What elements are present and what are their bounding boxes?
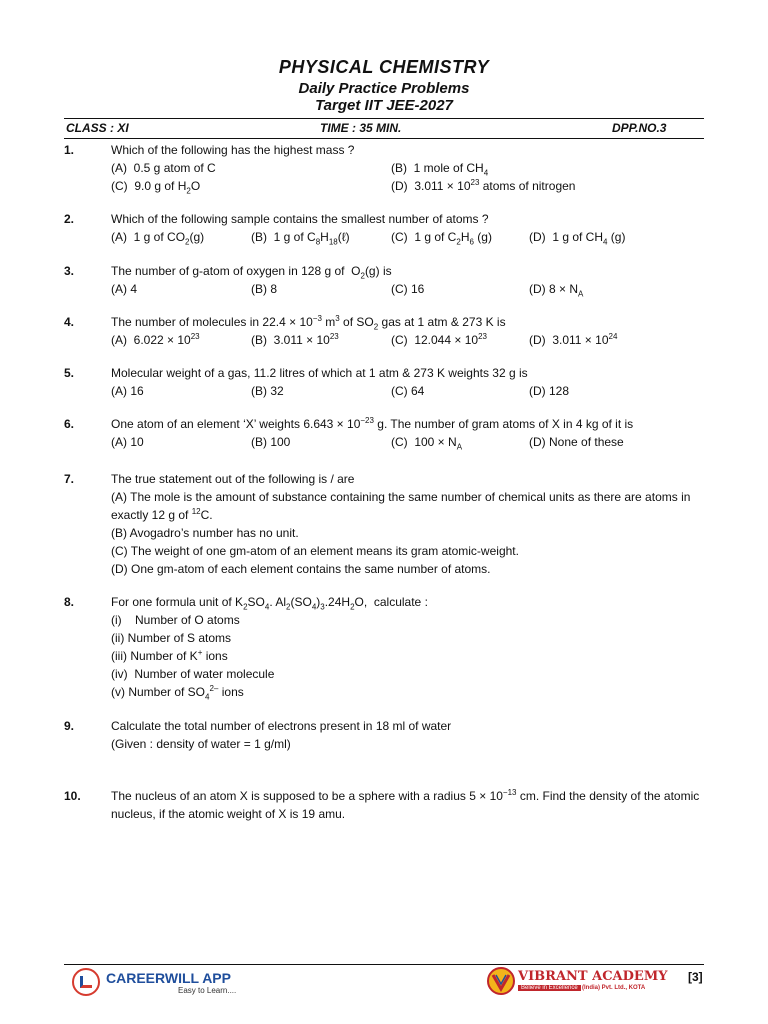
option-a: (A) 1 g of $CO_2(g)$ [111,230,205,247]
question-text: One atom of an element ‘X’ weights $6.643 \times 10^{-23}$ g. The number of gram atoms of X in 4 kg of it is [111,416,634,431]
option-c: (C) 64 [391,384,425,398]
question-text: The number of g-atom of oxygen in 128 g of $O_2(g)$ is [111,264,392,281]
subpart-v: (v) Number of $SO_4^{2-}$ ions [111,684,244,702]
statement-a: (A) The mole is the amount of substance containing the same number of chemical units as there are atoms in exactly 12 g of $^{12}$C. [111,490,691,522]
vibrant-academy-brand: VIBRANT ACADEMY [518,969,668,984]
question-number: 3. [64,264,75,278]
question-number: 5. [64,366,75,380]
careerwill-tagline: Easy to Learn.... [178,986,237,995]
option-a: (A) 0.5 g atom of C [111,161,216,175]
careerwill-brand: CAREERWILL APP [106,970,231,986]
subpart-iv: (iv) Number of water molecule [111,667,275,681]
option-d: (D) None of these [529,435,624,449]
option-d: (D) $8 \times N_A$ [529,282,584,299]
question-number: 6. [64,417,75,431]
statement-c: (C) The weight of one gm-atom of an element means its gram atomic-weight. [111,544,519,558]
question-text: The number of molecules in $22.4 \times 10^{-3}$ $m^3$ of $SO_2$ gas at 1 atm & 273 K is [111,314,506,332]
question-text: Which of the following sample contains the smallest number of atoms ? [111,212,489,226]
question-text: For one formula unit of $K_2SO_4$. $Al_2(SO_4)_3.24H_2O$, calculate : [111,595,428,612]
option-c: (C) 9.0 g of $H_2O$ [111,179,201,196]
subpart-iii: (iii) Number of K+ ions [111,648,228,663]
question-text: Calculate the total number of electrons present in 18 ml of water [111,719,452,733]
vibrant-academy-logo-icon [486,966,516,996]
subpart-ii: (ii) Number of S atoms [111,631,232,645]
careerwill-logo-icon [72,968,100,996]
option-c: (C) 1 g of $C_2H_6$ (g) [391,230,492,247]
question-text: Which of the following has the highest mass ? [111,143,355,157]
option-b: (B) 1 g of $C_8H_{18}(\ell)$ [251,230,350,247]
time-label: TIME : 35 MIN. [320,121,402,135]
page-subtitle: Daily Practice Problems [298,80,470,97]
subpart-i: (i) Number of O atoms [111,613,240,627]
option-b: (B) 8 [251,282,278,296]
option-b: (B) $3.011 \times 10^{23}$ [251,332,339,347]
option-c: (C) $100 \times N_A$ [391,435,463,452]
statement-b: (B) Avogadro’s number has no unit. [111,526,299,540]
option-d: (D) 128 [529,384,570,398]
option-d: (D) $3.011 \times 10^{24}$ [529,332,618,347]
option-a: (A) 16 [111,384,144,398]
page-title: PHYSICAL CHEMISTRY [278,57,490,77]
question-number: 9. [64,719,75,733]
question-text: Molecular weight of a gas, 11.2 litres of which at 1 atm & 273 K weights 32 g is [111,366,528,380]
question-number: 8. [64,595,75,609]
option-b: (B) 1 mole of $CH_4$ [391,161,489,178]
option-a: (A) 4 [111,282,138,296]
option-a: (A) $6.022 \times 10^{23}$ [111,332,200,347]
question-number: 1. [64,143,75,157]
option-b: (B) 32 [251,384,284,398]
vibrant-academy-badge: Believe in Excellence [518,985,581,991]
footer-divider [64,964,704,965]
target-line: Target IIT JEE-2027 [315,97,453,114]
question-number: 2. [64,212,75,226]
question-number: 10. [64,789,81,803]
question-text: The nucleus of an atom X is supposed to be a sphere with a radius $5 \times 10^{-13}$ cm. Find the density of the atomic nucleus, if the atomic weight of X is 19 amu. [111,788,700,821]
dpp-number: DPP.NO.3 [612,121,667,135]
class-label: CLASS : XI [66,121,129,135]
option-c: (C) 16 [391,282,425,296]
statement-d: (D) One gm-atom of each element contains the same number of atoms. [111,562,491,576]
option-b: (B) 100 [251,435,291,449]
option-d: (D) 1 g of $CH_4$ (g) [529,230,626,247]
vibrant-academy-tagline: (India) Pvt. Ltd., KOTA [582,985,646,991]
question-number: 7. [64,472,75,486]
question-number: 4. [64,315,75,329]
question-text: The true statement out of the following is / are [111,472,355,486]
option-a: (A) 10 [111,435,144,449]
question-given: (Given : density of water = 1 g/ml) [111,737,291,751]
page-number: [3] [688,970,703,984]
option-c: (C) $12.044 \times 10^{23}$ [391,332,487,347]
option-d: (D) $3.011 \times 10^{23}$ atoms of nitrogen [391,178,576,193]
info-bar [64,118,704,139]
